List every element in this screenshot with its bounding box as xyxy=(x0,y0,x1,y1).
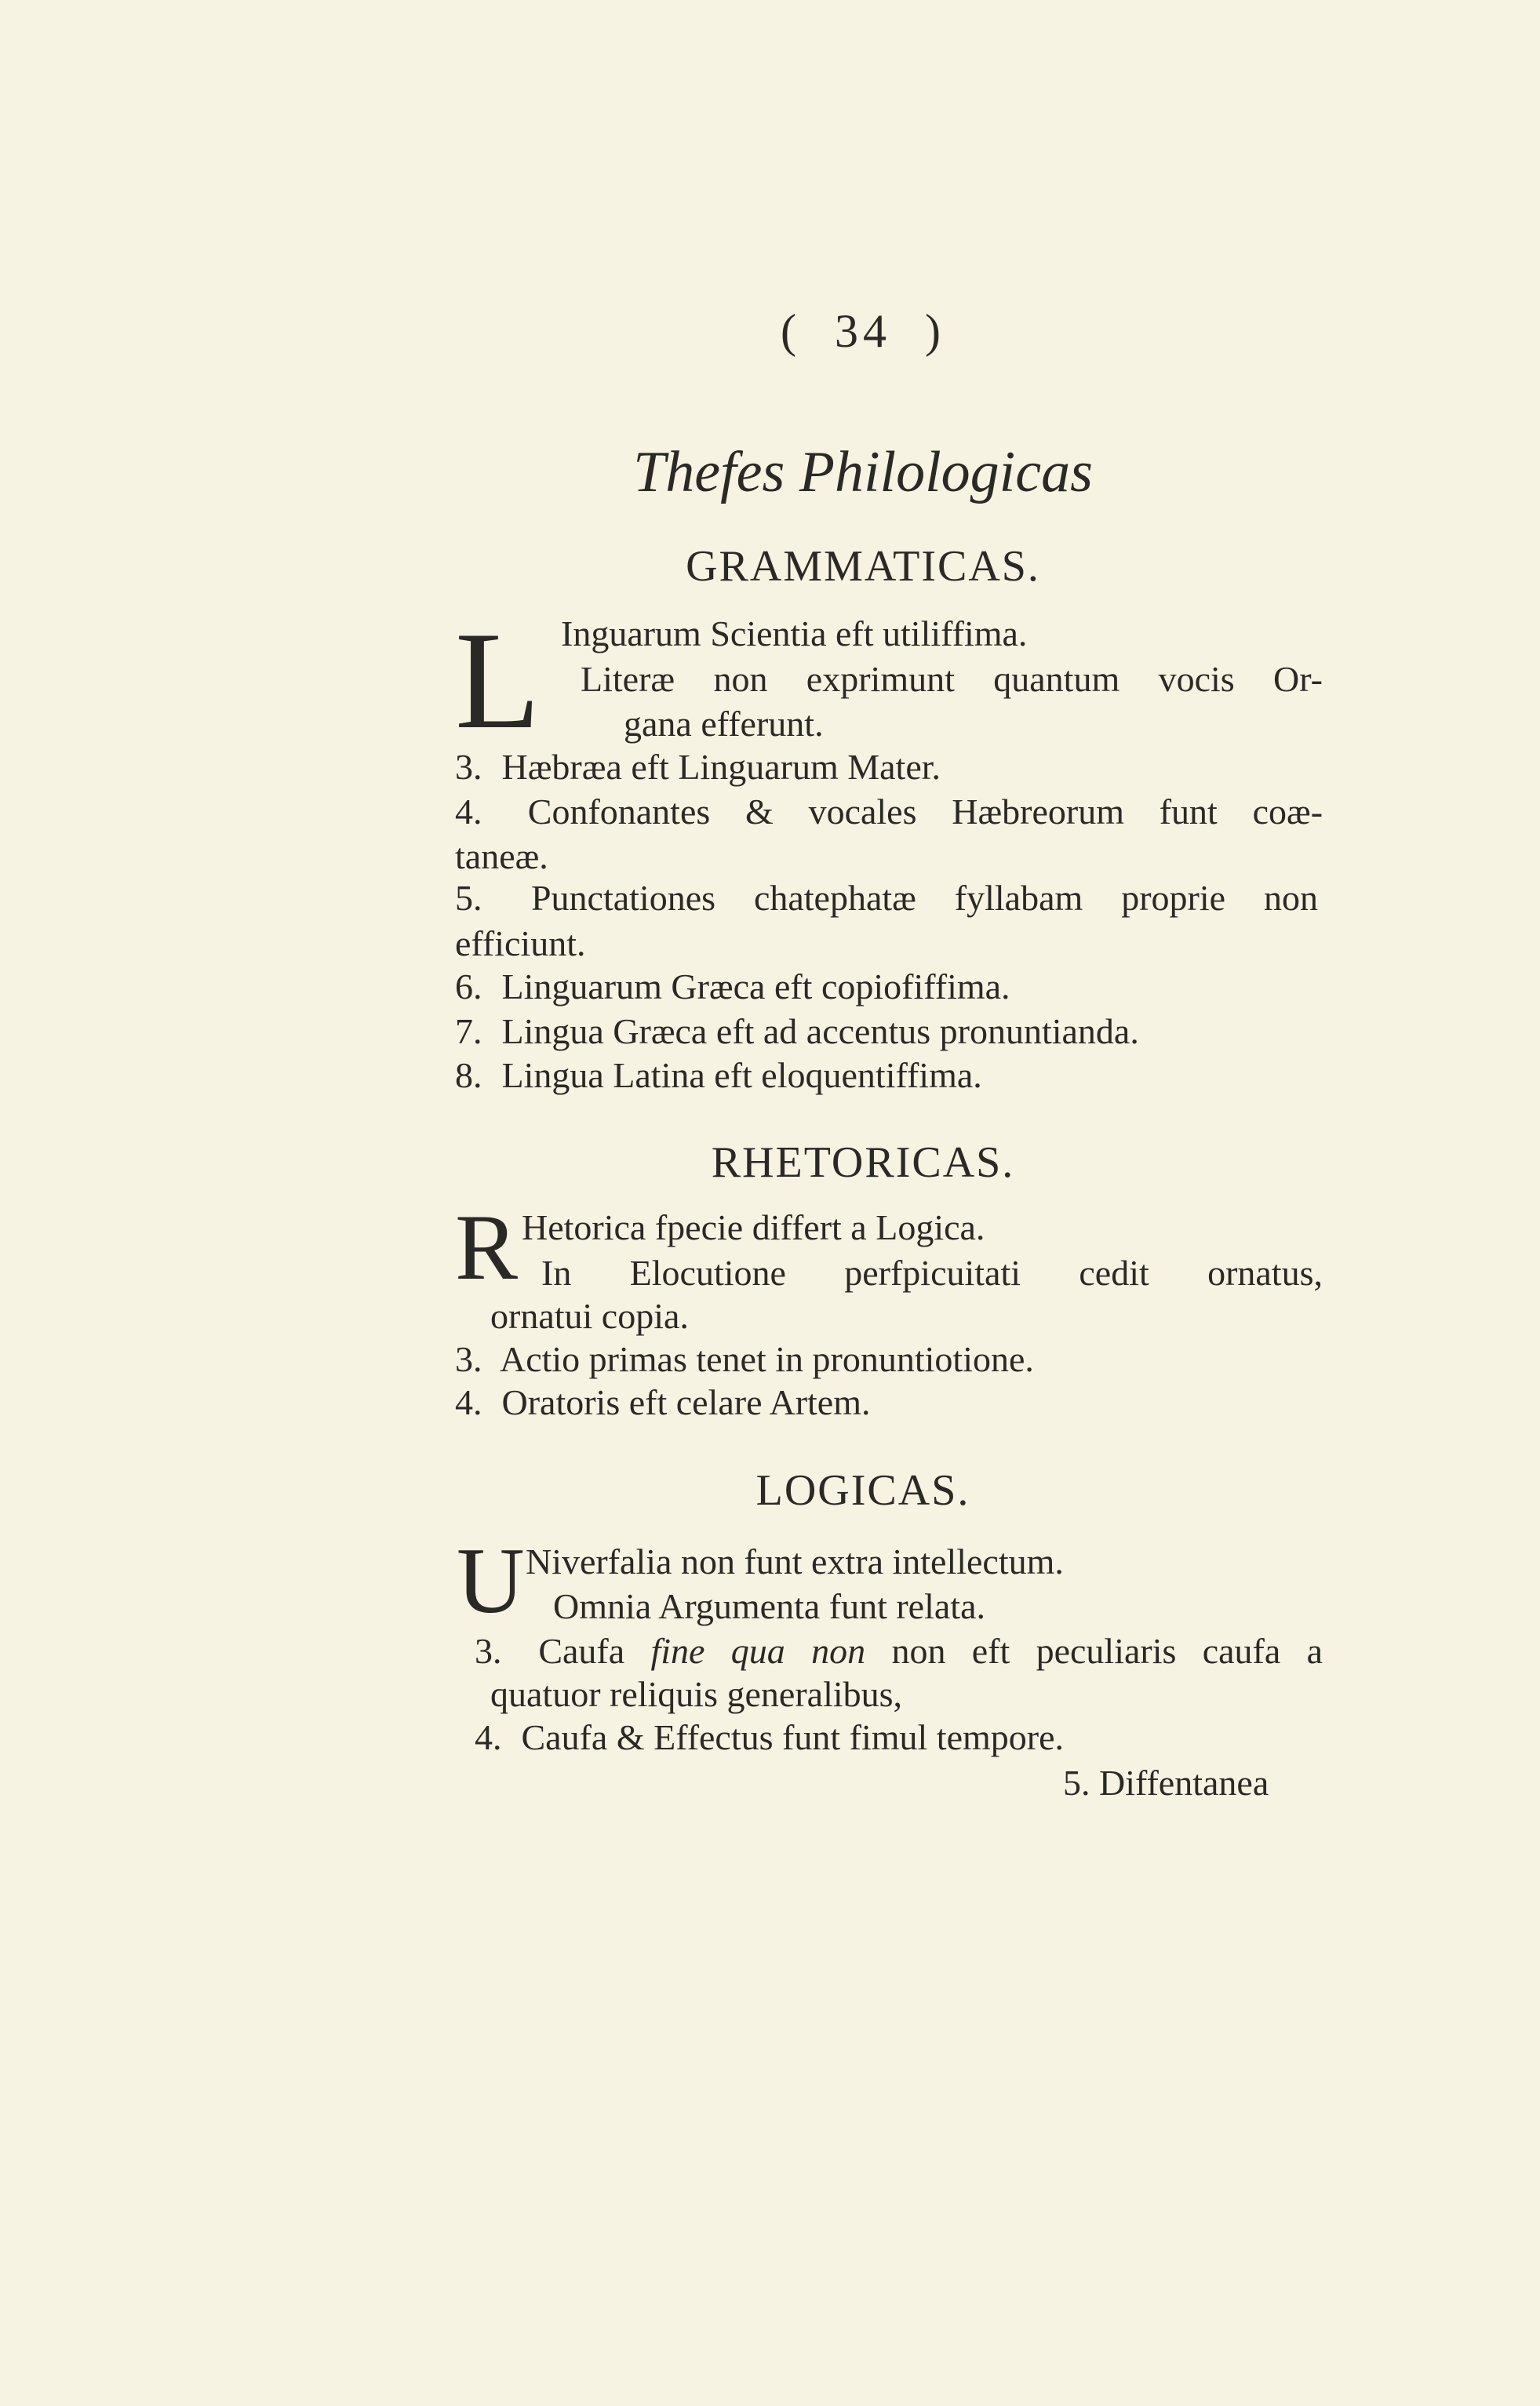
thesis-number: 8. xyxy=(455,1055,482,1095)
thesis-line xyxy=(475,1717,1065,1757)
page-number: ( 34 ) xyxy=(781,305,945,357)
thesis-number: 3. xyxy=(455,1339,482,1379)
thesis-line xyxy=(455,1011,1139,1051)
section-heading-grammaticas: GRAMMATICAS. xyxy=(686,542,1040,591)
thesis-number: 3. xyxy=(475,1631,502,1671)
thesis-number: 4. xyxy=(475,1717,502,1757)
dropcap-r: R xyxy=(455,1195,519,1299)
dropcap-u: U xyxy=(457,1528,525,1633)
thesis-line: ornatui copia. xyxy=(490,1296,689,1336)
thesis-text: Hæbræa eft Linguarum Mater. xyxy=(501,747,941,787)
thesis-text: Confonantes & vocales Hæbreorum funt coæ- xyxy=(527,792,1323,832)
section-heading-rhetoricas: RHETORICAS. xyxy=(711,1138,1015,1187)
page-title: Thefes Philologicas xyxy=(633,440,1093,504)
thesis-text: Actio primas tenet in pronuntiotione. xyxy=(499,1339,1034,1379)
thesis-text: Oratoris eft celare Artem. xyxy=(501,1382,871,1422)
thesis-text: Lingua Latina eft eloquentiffima. xyxy=(501,1055,982,1095)
thesis-text: Lingua Græca eft ad accentus pronuntianda. xyxy=(501,1011,1139,1051)
thesis-line xyxy=(455,1057,982,1094)
thesis-line: gana efferunt. xyxy=(624,704,824,744)
thesis-line xyxy=(455,749,941,785)
thesis-line: quatuor reliquis generalibus, xyxy=(490,1674,903,1714)
thesis-line: Omnia Argumenta funt relata. xyxy=(553,1586,985,1626)
thesis-text: Caufa xyxy=(538,1631,625,1671)
catchword: 5. Diffentanea xyxy=(1063,1763,1269,1803)
thesis-line xyxy=(455,966,1010,1006)
thesis-number: 6. xyxy=(455,966,482,1006)
thesis-text: non eft peculiaris caufa a xyxy=(891,1631,1323,1671)
thesis-text: Punctationes chatephatæ fyllabam proprie non xyxy=(530,878,1318,918)
thesis-italic-phrase: fine qua non xyxy=(650,1631,866,1671)
thesis-line: Hetorica fpecie differt a Logica. xyxy=(522,1207,985,1247)
thesis-line xyxy=(455,1382,871,1422)
thesis-line: In Elocutione perfpicuitati cedit ornatus, xyxy=(541,1253,1323,1293)
thesis-text: Caufa & Effectus funt fimul tempore. xyxy=(521,1717,1065,1757)
thesis-line: Niverfalia non funt extra intellectum. xyxy=(526,1542,1064,1582)
thesis-number: 5. xyxy=(455,878,482,918)
thesis-number: 4. xyxy=(455,792,482,832)
thesis-number: 4. xyxy=(455,1382,482,1422)
thesis-number: 3. xyxy=(455,747,482,787)
thesis-line: Inguarum Scientia eft utiliffima. xyxy=(561,613,1028,653)
section-heading-logicas: LOGICAS. xyxy=(755,1466,970,1515)
dropcap-l: L xyxy=(455,602,541,758)
thesis-line: efficiunt. xyxy=(455,923,586,963)
thesis-number: 7. xyxy=(455,1011,482,1051)
thesis-line: taneæ. xyxy=(455,836,548,876)
thesis-line: Literæ non exprimunt quantum vocis Or- xyxy=(581,659,1323,699)
thesis-line xyxy=(455,794,1323,830)
thesis-line xyxy=(455,880,1318,916)
thesis-line xyxy=(475,1633,1323,1669)
thesis-line xyxy=(455,1341,1034,1378)
thesis-text: Linguarum Græca eft copiofiffima. xyxy=(501,966,1010,1006)
